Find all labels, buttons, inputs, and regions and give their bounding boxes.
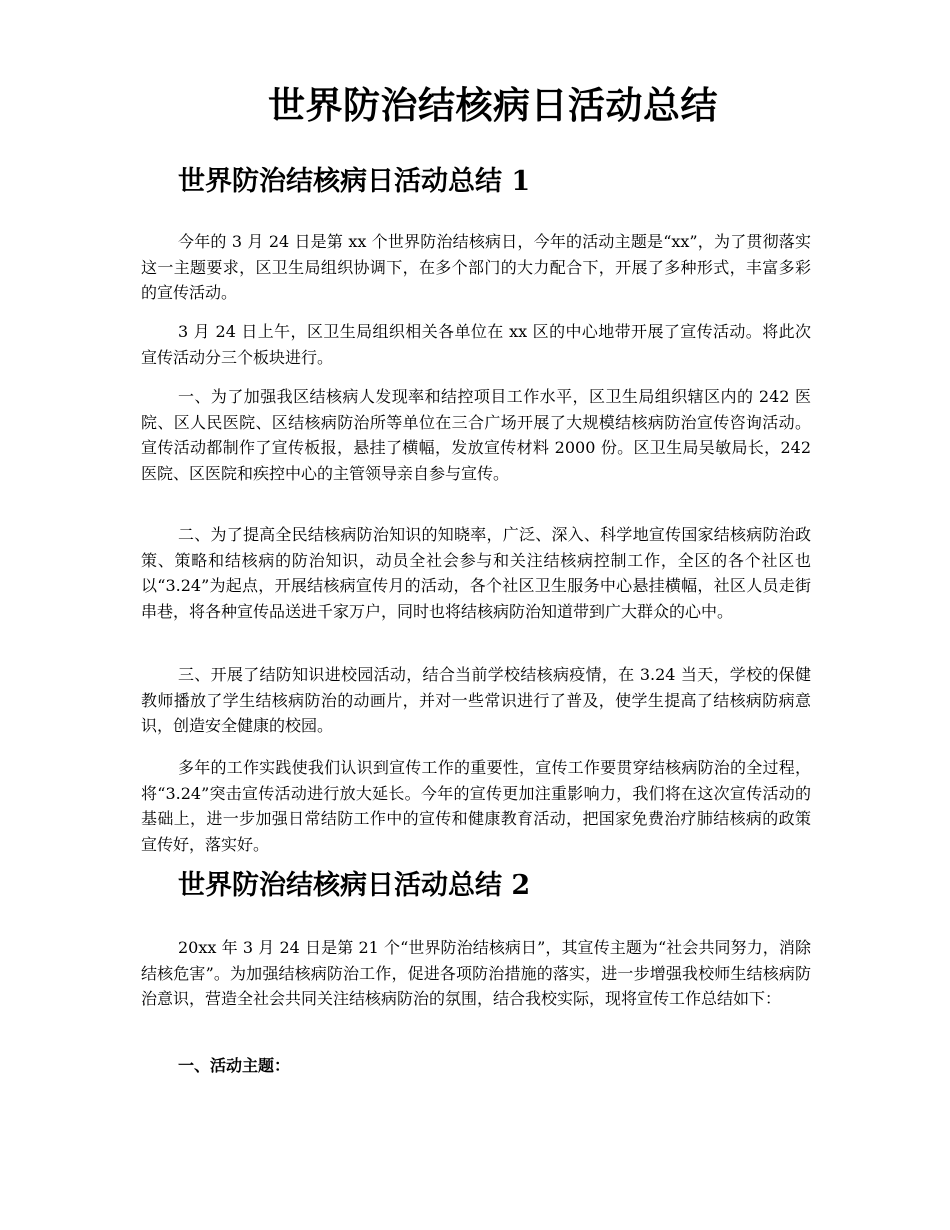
section-heading-1: 世界防治结核病日活动总结 1 xyxy=(178,166,531,197)
section-1-paragraph-1: 今年的 3 月 24 日是第 xx 个世界防治结核病日，今年的活动主题是“xx”，为了贯彻落实这一主题要求，区卫生局组织协调下，在多个部门的大力配合下，开展了多种形式，丰富多彩的宣传活动。 xyxy=(141,232,811,302)
section-1-paragraph-2: 3 月 24 日上午，区卫生局组织相关各单位在 xx 区的中心地带开展了宣传活动。将此次宣传活动分三个板块进行。 xyxy=(141,322,811,367)
section-1-paragraph-3: 一、为了加强我区结核病人发现率和结控项目工作水平，区卫生局组织辖区内的 242 医院、区人民医院、区结核病防治所等单位在三合广场开展了大规模结核病防治宣传咨询活动。宣传活动都制作了宣传板报，悬挂了横幅，发放宣传材料 2000 份。区卫生局吴敏局长，242 医院、区医院和疾控中心的主管领导亲自参与宣传。 xyxy=(141,387,811,483)
section-2-paragraph-1: 20xx 年 3 月 24 日是第 21 个“世界防治结核病日”，其宣传主题为“社会共同努力，消除结核危害”。为加强结核病防治工作，促进各项防治措施的落实，进一步增强我校师生结核病防治意识，营造全社会共同关注结核病防治的氛围，结合我校实际，现将宣传工作总结如下： xyxy=(141,938,811,1008)
section-heading-2: 世界防治结核病日活动总结 2 xyxy=(178,870,531,901)
section-1-paragraph-4: 二、为了提高全民结核病防治知识的知晓率，广泛、深入、科学地宣传国家结核病防治政策、策略和结核病的防治知识，动员全社会参与和关注结核病控制工作，全区的各个社区也以“3.24”为起点，开展结核病宣传月的活动，各个社区卫生服务中心悬挂横幅，社区人员走街串巷，将各种宣传品送进千家万户，同时也将结核病防治知道带到广大群众的心中。 xyxy=(141,525,811,621)
section-1-paragraph-6: 多年的工作实践使我们认识到宣传工作的重要性，宣传工作要贯穿结核病防治的全过程，将“3.24”突击宣传活动进行放大延长。今年的宣传更加注重影响力，我们将在这次宣传活动的基础上，进一步加强日常结防工作中的宣传和健康教育活动，把国家免费治疗肺结核病的政策宣传好，落实好。 xyxy=(141,758,811,854)
section-2-subheading-activity-theme: 一、活动主题： xyxy=(178,1056,291,1075)
section-1-paragraph-5: 三、开展了结防知识进校园活动，结合当前学校结核病疫情，在 3.24 当天，学校的保健教师播放了学生结核病防治的动画片，并对一些常识进行了普及，使学生提高了结核病防病意识，创造安全健康的校园。 xyxy=(141,665,811,735)
document-title: 世界防治结核病日活动总结 xyxy=(268,83,718,127)
